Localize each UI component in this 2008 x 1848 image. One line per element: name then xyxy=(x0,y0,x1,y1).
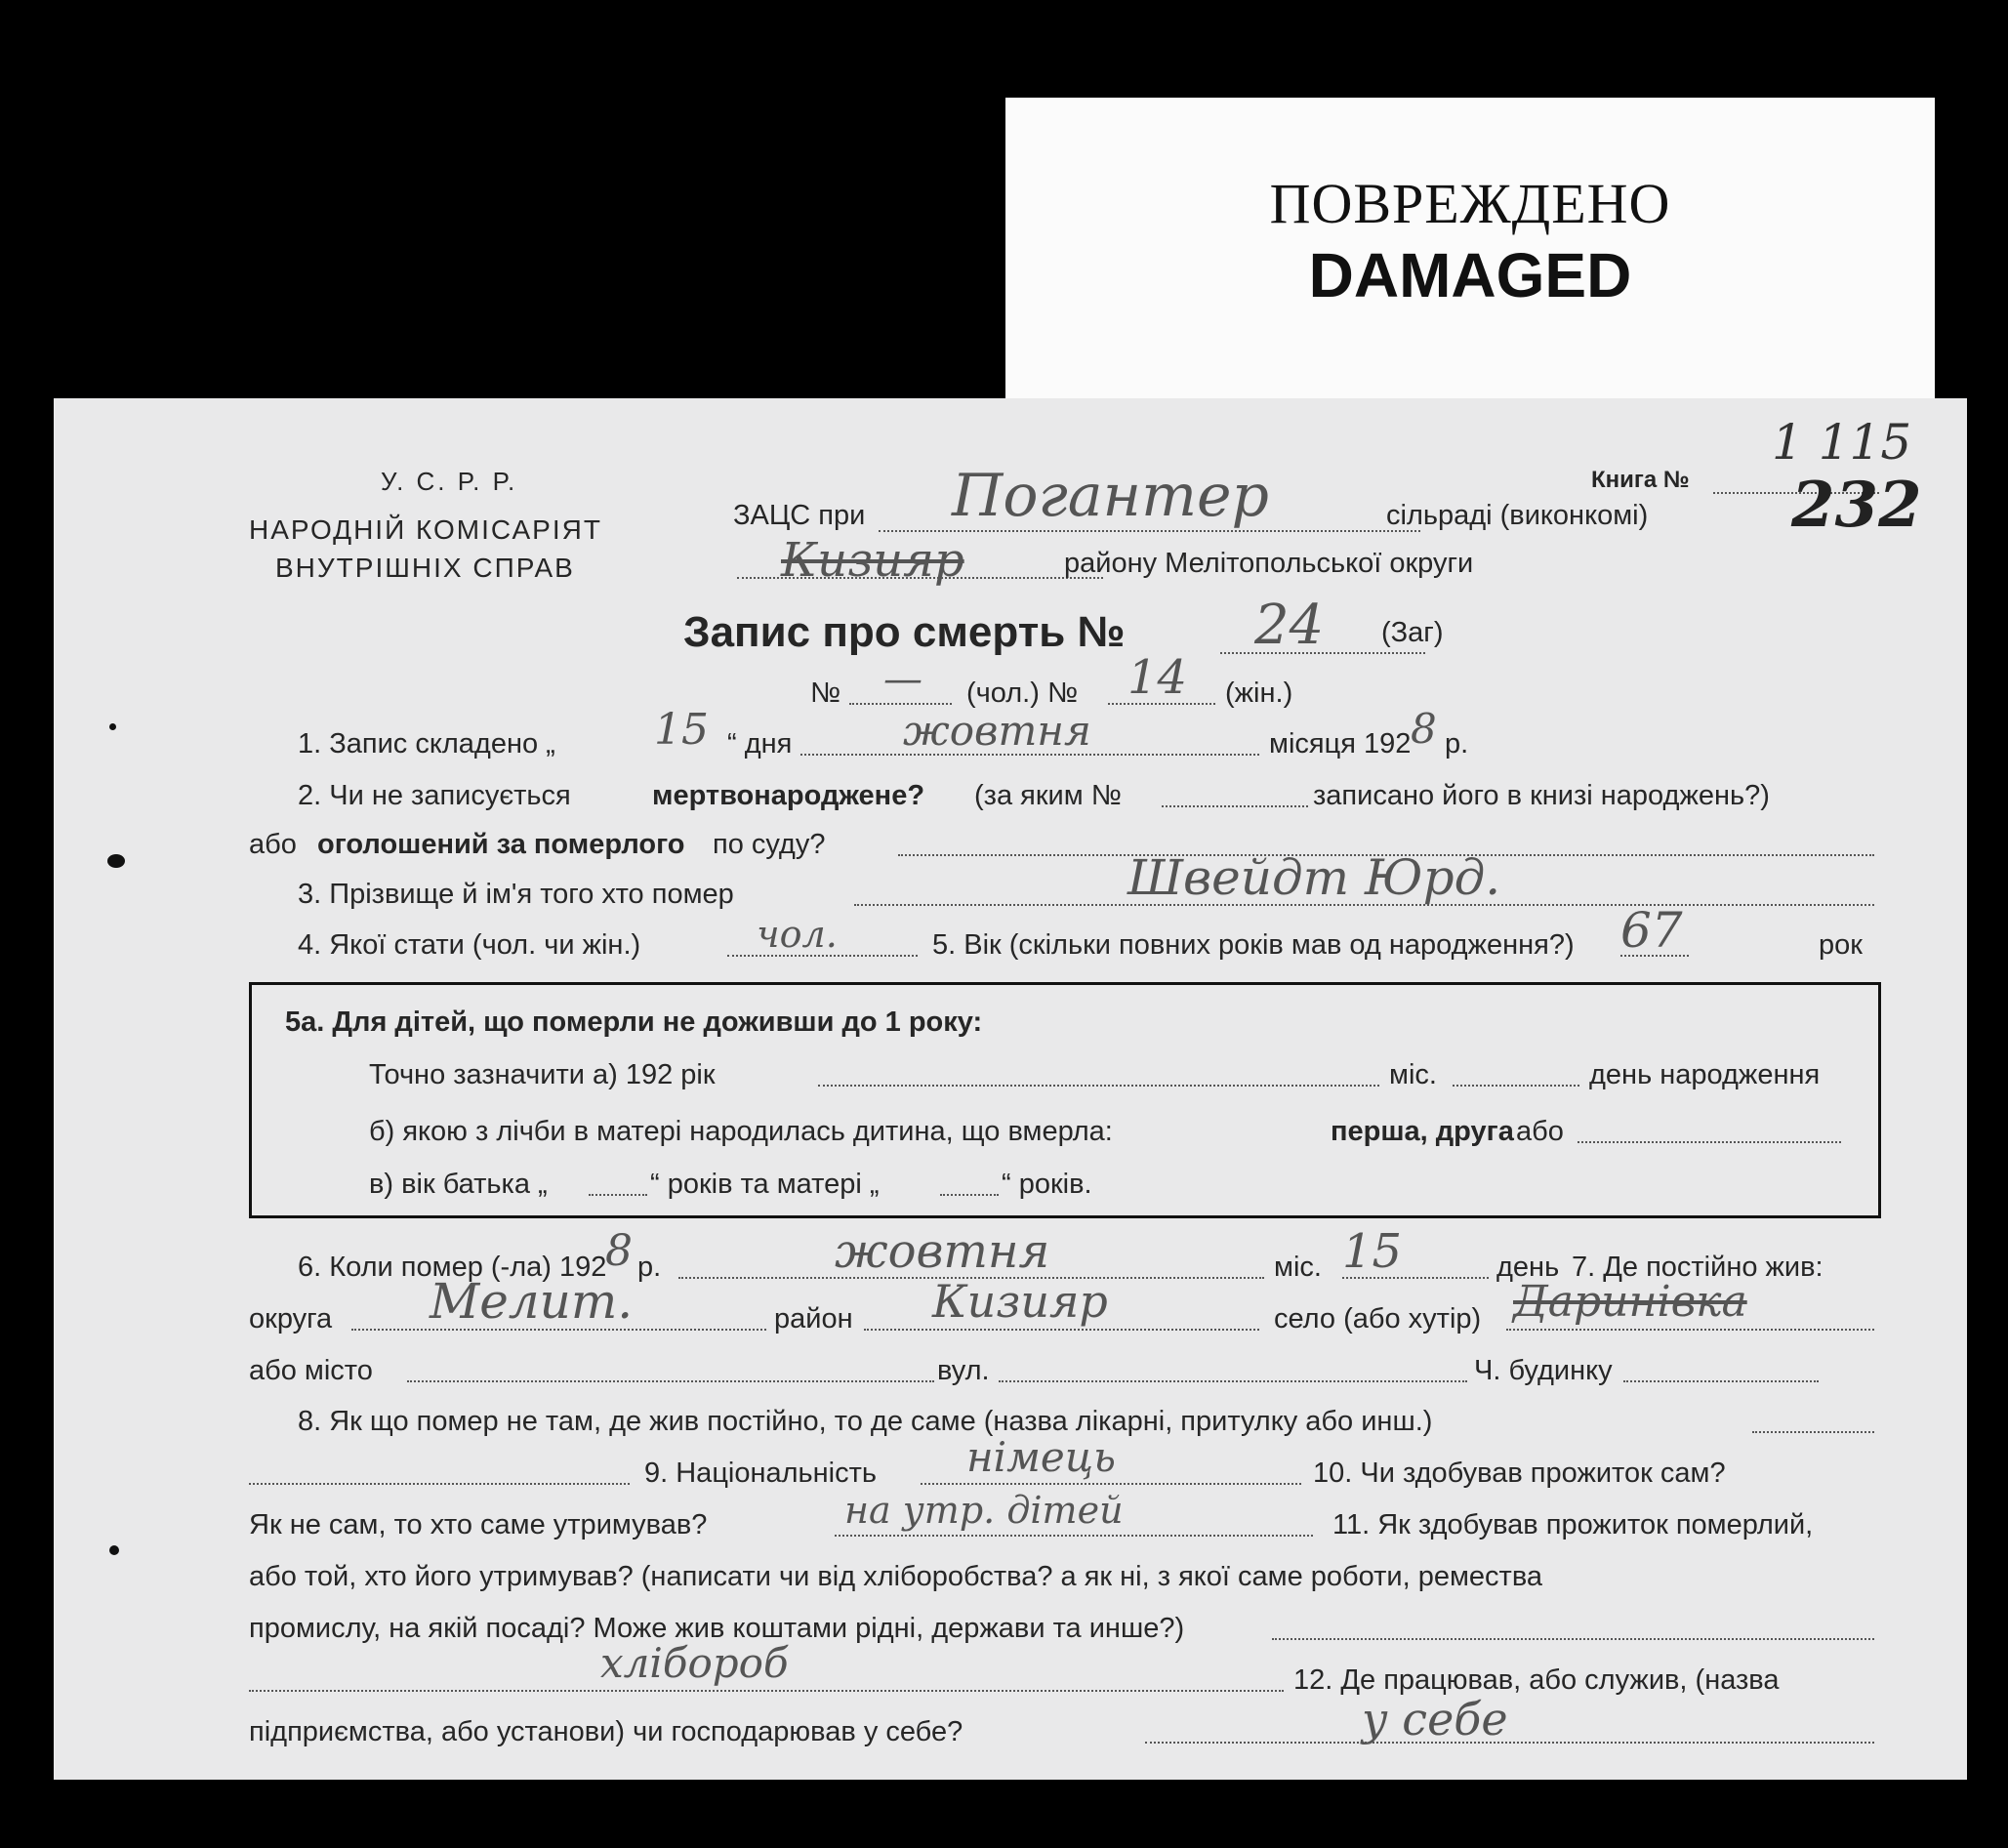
row2-court-label: по суду? xyxy=(713,829,826,860)
row3-label: 3. Прізвище й ім'я того хто помер xyxy=(298,879,734,910)
occupation-line xyxy=(249,1690,1284,1692)
row1-year-suffix: р. xyxy=(1445,728,1469,760)
row12-line2: підприємства, або установи) чи господарював у себе? xyxy=(249,1716,963,1747)
rayon-live-label: район xyxy=(774,1303,853,1335)
death-year-handwritten: 8 xyxy=(605,1226,633,1276)
row4-label: 4. Якої стати (чол. чи жін.) xyxy=(298,929,641,961)
misto-label: або місто xyxy=(249,1355,373,1386)
chol-line xyxy=(849,703,952,705)
row8-line-b xyxy=(249,1483,630,1485)
infant-birth-order-label: б) якою з лічби в матері народилась дитина, що вмерла: xyxy=(369,1116,1113,1147)
infant-birth-date-label: Точно зазначити а) 192 рік xyxy=(369,1059,716,1090)
damaged-notice-ru: ПОВРЕЖДЕНО xyxy=(1269,172,1671,235)
row10-supported-label: Як не сам, то хто саме утримував? xyxy=(249,1509,708,1540)
supported-by-line xyxy=(835,1535,1313,1537)
header-commissariat-line2: ВНУТРІШНІХ СПРАВ xyxy=(275,553,575,583)
nationality-line xyxy=(921,1483,1301,1485)
death-month-handwritten: жовтня xyxy=(835,1224,1050,1279)
vul-line xyxy=(999,1380,1467,1382)
record-zag-label: (Заг) xyxy=(1381,617,1444,648)
silrada-handwritten: Погантер xyxy=(952,462,1269,530)
rayon-handwritten: Кизияр xyxy=(781,533,964,588)
infant-or-label: або xyxy=(1516,1116,1564,1147)
infant-section-box xyxy=(249,982,1881,1218)
record-year-handwritten: 8 xyxy=(1411,705,1437,753)
sex-handwritten: чол. xyxy=(757,913,838,956)
okruga-handwritten: Мелит. xyxy=(430,1273,634,1330)
record-title: Запис про смерть № xyxy=(683,608,1126,656)
zhin-label: (жін.) xyxy=(1225,678,1293,709)
deceased-name-handwritten: Швейдт Юрд. xyxy=(1127,849,1501,906)
zhin-number-handwritten: 14 xyxy=(1127,650,1188,705)
row2-label: 2. Чи не записується xyxy=(298,780,571,811)
kniga-number-bottom: 232 xyxy=(1791,469,1922,542)
supported-by-handwritten: на утр. дітей xyxy=(844,1489,1124,1532)
misto-line xyxy=(407,1380,934,1382)
death-day-handwritten: 15 xyxy=(1342,1224,1403,1279)
row5-label: 5. Вік (скільки повних років мав од народження?) xyxy=(932,929,1575,961)
work-place-handwritten: у себе xyxy=(1362,1693,1508,1745)
occupation-handwritten: хлібороб xyxy=(600,1639,789,1687)
vul-label: вул. xyxy=(937,1355,990,1386)
row10-label: 10. Чи здобував прожиток сам? xyxy=(1313,1458,1726,1489)
row2-births-label: записано його в книзі народжень?) xyxy=(1313,780,1770,811)
infant-month-label: міс. xyxy=(1389,1059,1437,1090)
selo-label: село (або хутір) xyxy=(1274,1303,1482,1335)
scan-blot xyxy=(109,1545,119,1555)
scan-blot xyxy=(107,854,125,868)
row7-label: 7. Де постійно жив: xyxy=(1572,1252,1824,1283)
selo-handwritten: Даринівка xyxy=(1513,1277,1747,1327)
row2-which-no-label: (за яким № xyxy=(974,780,1122,811)
row9-label: 9. Національність xyxy=(644,1458,878,1489)
row6-day-label: день xyxy=(1496,1252,1560,1283)
no-label: № xyxy=(810,678,841,709)
record-number-handwritten: 24 xyxy=(1254,594,1325,657)
damaged-notice-slip xyxy=(1005,98,1935,410)
row1-month-label: місяця 192 xyxy=(1269,728,1412,760)
row11-line3: промислу, на якій посаді? Може жив коштами рідні, держави та инше?) xyxy=(249,1613,1185,1644)
kniga-label: Книга № xyxy=(1591,467,1690,493)
record-month-handwritten: жовтня xyxy=(903,707,1091,755)
infant-month-line xyxy=(1453,1085,1579,1087)
row6-label: 6. Коли помер (-ла) 192 xyxy=(298,1252,607,1283)
silradi-label: сільраді (виконкомі) xyxy=(1386,500,1649,531)
row12-label: 12. Де працював, або служив, (назва xyxy=(1293,1664,1780,1696)
row2-or-label: або xyxy=(249,829,297,860)
infant-mother-age-label: “ років та матері „ xyxy=(650,1169,880,1200)
damaged-notice-en: DAMAGED xyxy=(1308,240,1632,310)
budynku-label: Ч. будинку xyxy=(1474,1355,1613,1386)
infant-father-age-label: в) вік батька „ xyxy=(369,1169,548,1200)
infant-birth-order-options: перша, друга xyxy=(1331,1116,1514,1147)
zags-pri-label: ЗАЦС при xyxy=(733,500,866,531)
budynku-line xyxy=(1623,1380,1819,1382)
work-place-line xyxy=(1145,1742,1874,1744)
row11-label: 11. Як здобував прожиток померлий, xyxy=(1332,1509,1814,1540)
kniga-number-top: 1 115 xyxy=(1772,414,1912,471)
infant-years-label: “ років. xyxy=(1002,1169,1092,1200)
row1-dnya-label: “ дня xyxy=(727,728,793,760)
chol-number-handwritten: — xyxy=(883,657,922,702)
infant-mother-age-line xyxy=(940,1194,999,1196)
nationality-handwritten: німець xyxy=(966,1433,1116,1481)
row6-year-suffix: р. xyxy=(637,1252,662,1283)
selo-line xyxy=(1506,1329,1874,1331)
rayon-live-line xyxy=(864,1329,1259,1331)
row2-number-line xyxy=(1162,805,1308,807)
death-record-form xyxy=(54,398,1967,1780)
scan-blot xyxy=(109,723,116,730)
rayonu-label: району Мелітопольської округи xyxy=(1064,548,1474,579)
row11-line2: або той, хто його утримував? (написати чи від хліборобства? а як ні, з якої саме роботи, ремества xyxy=(249,1561,1543,1592)
row8-line-a xyxy=(1752,1431,1874,1433)
row8-label: 8. Як що помер не там, де жив постійно, то де саме (назва лікарні, притулку або инш.) xyxy=(298,1406,1433,1437)
infant-day-label: день народження xyxy=(1589,1059,1821,1090)
infant-birth-order-line xyxy=(1578,1141,1841,1143)
header-commissariat-line1: НАРОДНІЙ КОМІСАРІЯТ xyxy=(249,514,602,545)
infant-section-title: 5а. Для дітей, що померли не доживши до 1 року: xyxy=(285,1006,983,1038)
record-day-handwritten: 15 xyxy=(654,705,709,755)
row6-month-label: міс. xyxy=(1274,1252,1322,1283)
row11-line-a xyxy=(1272,1638,1874,1640)
chol-label: (чол.) № xyxy=(966,678,1079,709)
row2-declared-label: оголошений за померлого xyxy=(317,829,685,860)
row2-stillborn-label: мертвонароджене? xyxy=(652,780,925,811)
silrada-line xyxy=(879,530,1420,532)
rayon-live-handwritten: Кизияр xyxy=(932,1275,1108,1328)
infant-year-line xyxy=(818,1085,1379,1087)
age-handwritten: 67 xyxy=(1620,902,1683,959)
okruga-label: округа xyxy=(249,1303,333,1335)
row1-label: 1. Запис складено „ xyxy=(298,728,555,760)
infant-father-age-line xyxy=(589,1194,647,1196)
row5-years-suffix: рок xyxy=(1819,929,1863,961)
header-usrr: У. С. Р. Р. xyxy=(381,467,518,496)
